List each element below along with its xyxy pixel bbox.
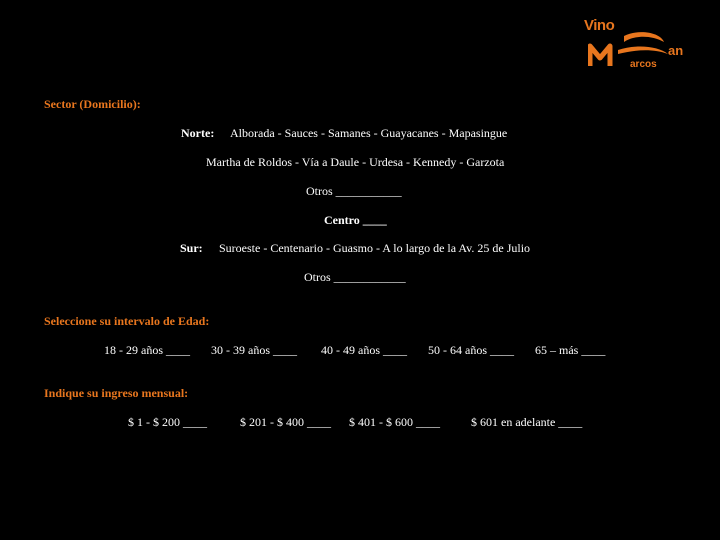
sector-heading: Sector (Domicilio): [44,97,141,111]
ingreso-option[interactable]: $ 401 - $ 600 ____ [349,415,440,429]
edad-option[interactable]: 30 - 39 años ____ [211,343,297,357]
norte-label: Norte: [181,126,215,140]
norte-otros[interactable]: Otros ___________ [306,184,402,198]
logo-an-text: an [668,43,684,58]
ingreso-option[interactable]: $ 1 - $ 200 ____ [128,415,207,429]
vino-label: Vino [584,17,615,34]
norte-line-1: Alborada - Sauces - Samanes - Guayacanes - Mapasingue [230,126,508,140]
edad-option[interactable]: 65 – más ____ [535,343,606,357]
ingreso-option[interactable]: $ 601 en adelante ____ [471,415,583,429]
edad-option[interactable]: 40 - 49 años ____ [321,343,407,357]
sur-label: Sur: [180,241,203,255]
centro-option[interactable]: Centro ____ [324,213,387,227]
sur-otros[interactable]: Otros ____________ [304,270,406,284]
edad-option[interactable]: 18 - 29 años ____ [104,343,190,357]
edad-heading: Seleccione su intervalo de Edad: [44,314,210,328]
edad-option[interactable]: 50 - 64 años ____ [428,343,514,357]
logo-arcos-text: arcos [630,59,657,70]
san-marcos-logo [588,30,700,77]
norte-line-2: Martha de Roldos - Vía a Daule - Urdesa - Kennedy - Garzota [206,155,505,169]
logo-graphic [588,30,700,72]
sur-line: Suroeste - Centenario - Guasmo - A lo largo de la Av. 25 de Julio [219,241,531,255]
ingreso-heading: Indique su ingreso mensual: [44,386,189,400]
ingreso-option[interactable]: $ 201 - $ 400 ____ [240,415,331,429]
